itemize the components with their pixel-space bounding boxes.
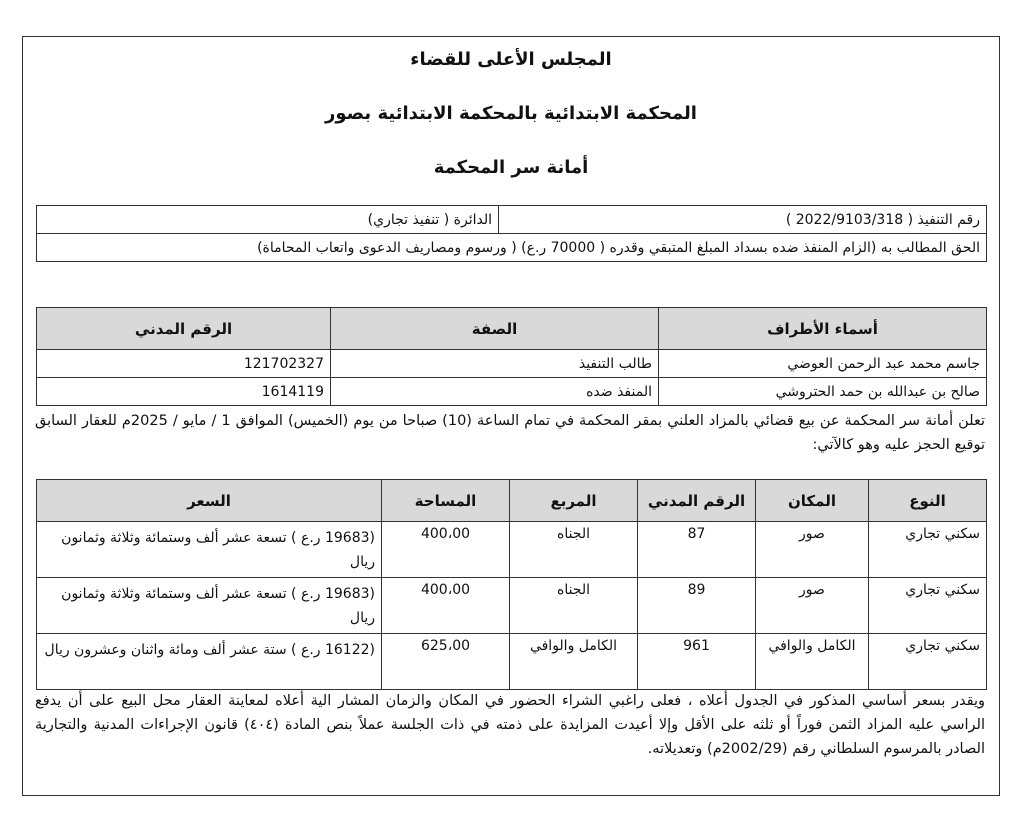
prop-price: (19683 ر.ع ) تسعة عشر ألف وستمائة وثلاثة وثمانون ريال: [37, 578, 382, 634]
table-row: [37, 378, 987, 406]
party-role: طالب التنفيذ: [331, 350, 659, 378]
party-civil-no: 121702327: [37, 350, 331, 378]
prop-price: (19683 ر.ع ) تسعة عشر ألف وستمائة وثلاثة وثمانون ريال: [37, 522, 382, 578]
prop-place: الكامل والوافي: [756, 634, 869, 690]
parties-header-civil: الرقم المدني: [37, 308, 331, 350]
prop-header-place: المكان: [756, 480, 869, 522]
party-role: المنفذ ضده: [331, 378, 659, 406]
party-name: صالح بن عبدالله بن حمد الحتروشي: [659, 378, 987, 406]
prop-block: الجناه: [510, 578, 638, 634]
table-row: [37, 350, 987, 378]
prop-place: صور: [756, 578, 869, 634]
prop-price: (16122 ر.ع ) ستة عشر ألف ومائة واثنان وعشرون ريال: [37, 634, 382, 690]
council-title: المجلس الأعلى للقضاء: [410, 49, 612, 70]
table-row: [37, 634, 987, 690]
prop-header-price: السعر: [37, 480, 382, 522]
parties-table: [36, 307, 987, 406]
prop-header-area: المساحة: [382, 480, 510, 522]
prop-type: سكني تجاري: [869, 578, 987, 634]
prop-area: 625،00: [382, 634, 510, 690]
document-frame: [22, 36, 1000, 796]
prop-civil-no: 87: [638, 522, 756, 578]
prop-header-block: المربع: [510, 480, 638, 522]
prop-civil-no: 89: [638, 578, 756, 634]
parties-header-role: الصفة: [331, 308, 659, 350]
prop-block: الكامل والوافي: [510, 634, 638, 690]
properties-table: [36, 479, 987, 690]
prop-header-civil: الرقم المدني: [638, 480, 756, 522]
claim: الحق المطالب به (الزام المنفذ ضده بسداد المبلغ المتبقي وقدره ( 70000 ر.ع) ( ورسوم ومصاريف الدعوى واتعاب المحاماة): [37, 234, 987, 262]
prop-area: 400،00: [382, 522, 510, 578]
prop-block: الجناه: [510, 522, 638, 578]
announcement-text: تعلن أمانة سر المحكمة عن بيع قضائي بالمزاد العلني بمقر المحكمة في تمام الساعة (10) صباحا من يوم (الخميس) الموافق 1 / مايو / 2025م للعقار السابق توقيع الحجز عليه وهو كالآتي:: [35, 413, 985, 453]
table-row: [37, 578, 987, 634]
prop-area: 400،00: [382, 578, 510, 634]
footer-text: ويقدر بسعر أساسي المذكور في الجدول أعلاه ، فعلى راغبي الشراء الحضور في المكان والزمان المشار الية أعلاه لمعاينة العقار محل البيع على أن يدفع الراسي عليه المزاد الثمن فوراً أو ثلثه على الأقل وإلا أعيدت المزايدة على ذمته في ذات الجلسة عملاً بنص المادة (٤٠٤) قانون الإجراءات المدنية والتجارية الصادر بالمرسوم السلطاني رقم (2002/29م) وتعديلاته.: [35, 693, 985, 757]
prop-type: سكني تجاري: [869, 634, 987, 690]
court-title: المحكمة الابتدائية بالمحكمة الابتدائية بصور: [325, 103, 697, 124]
prop-type: سكني تجاري: [869, 522, 987, 578]
parties-header-names: أسماء الأطراف: [659, 308, 987, 350]
case-info-table: [36, 205, 987, 262]
prop-place: صور: [756, 522, 869, 578]
table-row: [37, 522, 987, 578]
prop-header-type: النوع: [869, 480, 987, 522]
party-name: جاسم محمد عبد الرحمن العوضي: [659, 350, 987, 378]
party-civil-no: 1614119: [37, 378, 331, 406]
circuit: الدائرة ( تنفيذ تجاري): [37, 206, 499, 234]
execution-number: رقم التنفيذ ( 2022/9103/318 ): [499, 206, 987, 234]
prop-civil-no: 961: [638, 634, 756, 690]
secretariat-title: أمانة سر المحكمة: [433, 157, 589, 178]
